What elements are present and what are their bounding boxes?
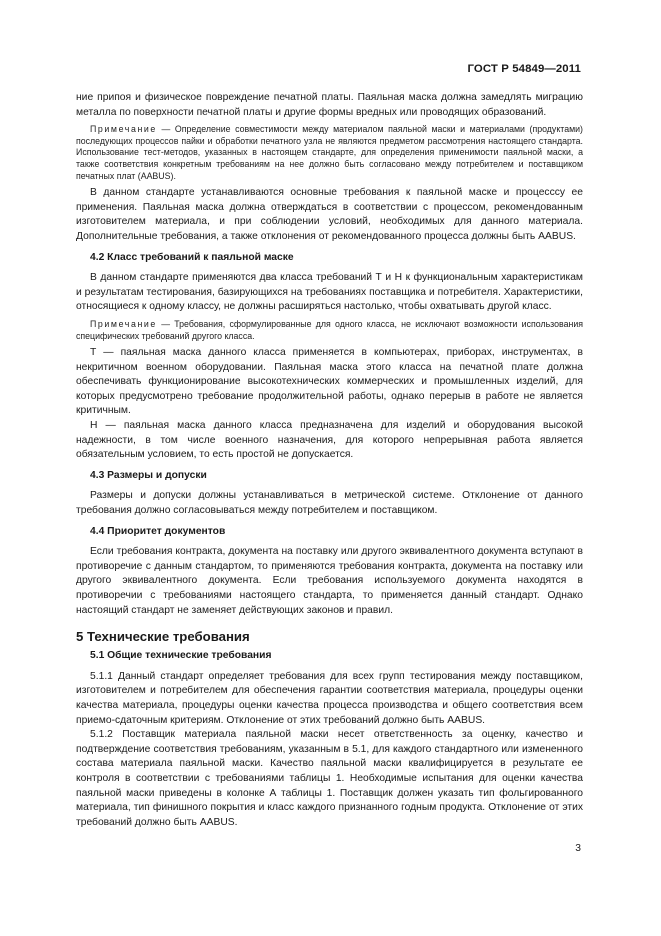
class-t-paragraph: Т — паяльная маска данного класса применяется в компьютерах, приборах, инструментах, в некритичном военном оборудовании. Паяльная маска этого класса на печатной плате должна обеспечивать функционирование высокотехнических коммерческих и промышленных изделий, для которых предусмотрено требование продолжительной работы, однако перерыв в работе не является критичным. [76,347,583,417]
section-4-3-paragraph: Размеры и допуски должны устанавливаться в метрической системе. Отклонение от данного требования должно согласовываться между потребителем и поставщиком. [76,490,583,517]
section-4-2-heading: 4.2 Класс требований к паяльной маске [90,251,294,263]
basic-requirements-paragraph: В данном стандарте устанавливаются основные требования к паяльной маске и процесссу ее применения. Паяльная маска должна отверждаться в соответствии с процессом, рекомендованным изготовителем материала, и при соблюдении условий, необходимых для данного материала. Дополнительные требования, а также отклонения от рекомендованного процесса должны быть AABUS. [76,187,583,242]
page-body [76,91,583,830]
clause-5-1-2-paragraph: 5.1.2 Поставщик материала паяльной маски несет ответственность за оценку, качество и подтверждение соответствия требованиям, указанным в 5.1, для каждого стандартного или измененного состава материала паяльной маски. Качество паяльной маски квалифицируется в результате ее контроля в соответствии с требованиями таблицы 1. Необходимые испытания для оценки качества паяльной маски приведены в колонке А таблицы 1. Поставщик должен указать тип фольгированного материала, тип финишного покрытия и класс каждого признанного годным продукта. Отклонение от этих требований должно быть AABUS. [76,729,583,828]
note-text: — Определение совместимости между материалом паяльной маски и материалами (продуктами) последующих процессов пайки и обработки печатного узла не являются предметом рассмотрения настоящего стандарта. Использование тест-методов, указанных в настоящем стандарте, для определения применимости паяльной маски, а также соответствия конкретным требованиям на нее должно быть согласовано между потребителем и поставщиком печатных плат (AABUS). [76,124,583,181]
note-classes [76,319,583,342]
note-label: Примечание [90,124,157,135]
standard-id-header: ГОСТ Р 54849—2011 [467,63,581,75]
note-text: — Требования, сформулированные для одного класса, не исключают возможности использования специфических требований другого класса. [76,318,583,341]
clause-5-1-1-paragraph: 5.1.1 Данный стандарт определяет требования для всех групп тестирования между поставщиком, изготовителем и потребителем для обеспечения гарантии соответствия материала, процедуры оценки качества материала, процедуры оценки качества процесса производства и общего соответствия всем приемо-сдаточным критериям. Отклонение от этих требований должно быть AABUS. [76,670,583,726]
class-h-paragraph: Н — паяльная маска данного класса предназначена для изделий и оборудования высокой надежности, в том числе военного назначения, для которого непрерывная работа является обязательным условием, то есть простой не допускается. [76,420,583,461]
section-4-4-paragraph: Если требования контракта, документа на поставку или другого эквивалентного документа вступают в противоречие с данным стандартом, то применяются требования контракта, документа на поставку или другого эквивалентного документа. Если требования используемого документа находятся в противоречии с требованиями настоящего стандарта, то применяется данный стандарт. Однако настоящий стандарт не заменяет действующих законов и правил. [76,546,583,616]
note-compatibility [76,124,583,182]
page-number: 3 [575,843,581,854]
note-label: Примечание [90,318,157,329]
section-4-3-heading: 4.3 Размеры и допуски [90,469,207,481]
section-4-2-paragraph: В данном стандарте применяются два класса требований Т и Н к функциональным характеристикам и результатам тестирования, базирующихся на требованиях поставщика и потребителя. Характеристики, относящиеся к одному классу, не должны расширяться настолько, чтобы охватывать другой класс. [76,272,583,313]
intro-paragraph: ние припоя и физическое повреждение печатной платы. Паяльная маска должна замедлять миграцию металла по поверхности печатной платы и другие формы вредных или проводящих образований. [76,92,583,118]
section-4-4-heading: 4.4 Приоритет документов [90,525,226,537]
section-5-heading: 5 Технические требования [76,629,250,645]
section-5-1-heading: 5.1 Общие технические требования [90,650,272,662]
